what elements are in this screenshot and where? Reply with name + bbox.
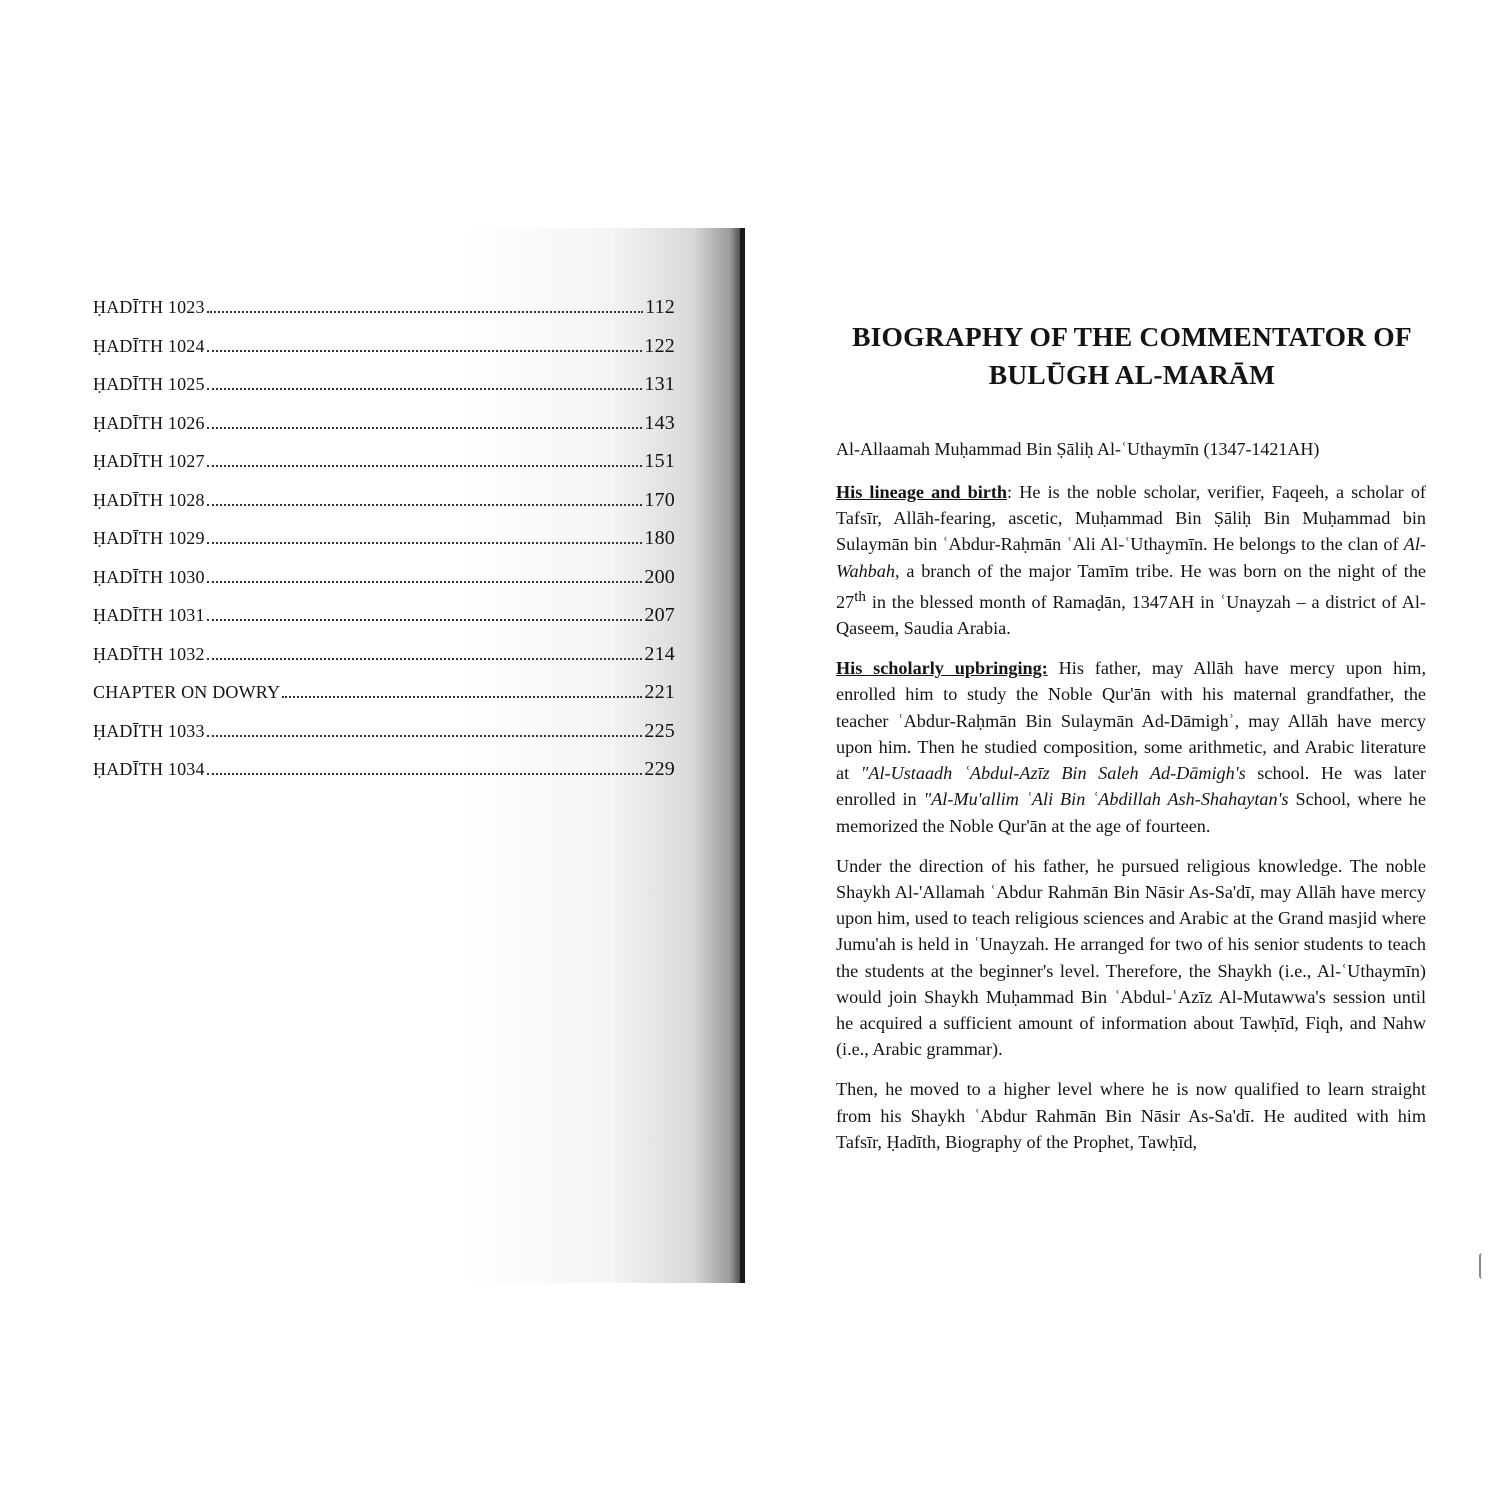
toc-page-number: 225 xyxy=(644,719,675,742)
toc-leader-dots xyxy=(207,581,643,583)
page-edge-mark xyxy=(1479,1253,1487,1279)
paragraph-italic-text: "Al-Ustaadh ʿAbdul-Azīz Bin Saleh Ad-Dāmigh's xyxy=(860,763,1246,784)
toc-entry-label: ḤADĪTH 1023 xyxy=(93,297,205,317)
toc-page-number: 112 xyxy=(645,296,675,318)
toc-entry xyxy=(93,604,675,643)
toc-page-number: 229 xyxy=(644,758,675,780)
toc-entry-label: ḤADĪTH 1027 xyxy=(93,451,205,471)
toc-entry xyxy=(93,412,675,451)
toc-entry xyxy=(93,373,675,412)
toc-entry-label: ḤADĪTH 1029 xyxy=(93,528,205,548)
toc-page-number: 200 xyxy=(644,565,675,588)
toc-entry xyxy=(93,489,675,528)
toc-entry xyxy=(93,758,675,797)
toc-leader-dots xyxy=(207,773,643,775)
toc-entry-label: ḤADĪTH 1026 xyxy=(93,412,205,433)
paragraph-upbringing xyxy=(836,655,1426,838)
toc-entry-label: ḤADĪTH 1034 xyxy=(93,759,205,779)
toc-entry xyxy=(93,527,675,566)
toc-page-number: 131 xyxy=(644,373,675,395)
paragraph-text: in the blessed month of Ramaḍān, 1347AH in ʿUnayzah – a district of Al-Qaseem, Saudia Arabia. xyxy=(836,591,1426,639)
paragraph-text: School, where he memorized the Noble Qur'ān at the age of fourteen. xyxy=(836,789,1426,836)
biography-title xyxy=(836,318,1428,394)
scholar-byline: Al-Allaamah Muḥammad Bin Ṣāliḥ Al-ʿUthaymīn (1347-1421AH) xyxy=(836,439,1320,459)
toc-entry-label: ḤADĪTH 1030 xyxy=(93,566,205,587)
toc-leader-dots xyxy=(207,350,643,352)
toc-page-number: 207 xyxy=(644,604,675,626)
paragraph-text: : He is the noble scholar, verifier, Faqeeh, a scholar of Tafsīr, Allāh-fearing, ascetic, Muḥammad Bin Ṣāliḥ Bin Muḥammad bin Sulaymān bin ʿAbdur-Raḥmān ʿAli Al-ʿUthaymīn. He belongs to the clan of xyxy=(836,482,1426,555)
toc-entry-label: ḤADĪTH 1028 xyxy=(93,489,205,510)
toc-leader-dots xyxy=(207,504,643,506)
toc-page-number: 180 xyxy=(644,527,675,549)
paragraph-text: , a branch of the major Tamīm tribe. He was born on the night of the 27 xyxy=(836,560,1426,612)
biography-title-line-1: BIOGRAPHY OF THE COMMENTATOR OF xyxy=(852,321,1412,352)
toc-leader-dots xyxy=(207,542,643,544)
section-heading-lineage: His lineage and birth xyxy=(836,482,1008,502)
toc-leader-dots xyxy=(207,465,643,467)
toc-leader-dots xyxy=(282,696,642,698)
toc-entry-label: ḤADĪTH 1031 xyxy=(93,605,205,625)
toc-entry-label: ḤADĪTH 1032 xyxy=(93,643,205,664)
toc-entry xyxy=(93,720,675,759)
toc-entry xyxy=(93,643,675,682)
toc-entry xyxy=(93,450,675,489)
paragraph-higher-level: Then, he moved to a higher level where he is now qualified to learn straight from his Shaykh ʿAbdur Rahmān Bin Nāsir As-Sa'dī. He audited with him Tafsīr, Ḥadīth, Biography of the Prophet, Tawḥīd, xyxy=(836,1079,1426,1152)
paragraph-lineage xyxy=(836,479,1426,641)
toc-page-number: 221 xyxy=(644,681,675,703)
biography-body xyxy=(836,479,1426,1169)
toc-entry-label: ḤADĪTH 1024 xyxy=(93,335,205,356)
paragraph-text: school. He was later enrolled in xyxy=(836,763,1426,810)
paragraph-italic-text: "Al-Mu'allim ʿAli Bin ʿAbdillah Ash-Shahaytan's xyxy=(923,789,1289,810)
toc-leader-dots xyxy=(207,388,643,390)
toc-entry xyxy=(93,296,675,335)
toc-entry xyxy=(93,335,675,374)
toc-entry xyxy=(93,681,675,720)
toc-entry-label: CHAPTER ON DOWRY xyxy=(93,682,281,702)
paragraph-text: His father, may Allāh have mercy upon him, enrolled him to study the Noble Qur'ān with his maternal grandfather, the teacher ʿAbdur-Raḥmān Bin Sulaymān Ad-Dāmighʾ, may Allāh have mercy upon him. Then he studied composition, some arithmetic, and Arabic literature at xyxy=(836,658,1426,784)
toc-page-number: 143 xyxy=(644,411,675,434)
paragraph-religious-knowledge: Under the direction of his father, he pursued religious knowledge. The noble Shaykh Al-'Allamah ʿAbdur Rahmān Bin Nāsir As-Sa'dī, may Allāh have mercy upon him, used to teach religious sciences and Arabic at the Grand masjid where Jumu'ah is held in ʿUnayzah. He arranged for two of his senior students to teach the students at the beginner's level. Therefore, the Shaykh (i.e., Al-ʿUthaymīn) would join Shaykh Muḥammad Bin ʿAbdul-ʿAzīz Al-Mutawwa's session until he acquired a sufficient amount of information about Tawḥīd, Fiqh, and Nahw (i.e., Arabic grammar). xyxy=(836,855,1426,1060)
toc-entry-label: ḤADĪTH 1033 xyxy=(93,720,205,741)
table-of-contents xyxy=(93,296,675,797)
toc-leader-dots xyxy=(207,619,643,621)
ordinal-suffix: th xyxy=(854,587,866,605)
book-spine xyxy=(740,228,745,1283)
toc-entry-label: ḤADĪTH 1025 xyxy=(93,374,205,394)
toc-leader-dots xyxy=(207,735,643,737)
toc-entry xyxy=(93,566,675,605)
toc-leader-dots xyxy=(207,311,643,313)
toc-page-number: 122 xyxy=(644,334,675,357)
toc-page-number: 151 xyxy=(644,450,675,472)
toc-leader-dots xyxy=(207,658,643,660)
toc-leader-dots xyxy=(207,427,643,429)
biography-title-line-2: BULŪGH AL-MARĀM xyxy=(988,359,1276,390)
toc-page-number: 170 xyxy=(644,488,675,511)
toc-page-number: 214 xyxy=(644,642,675,665)
section-heading-upbringing: His scholarly upbringing: xyxy=(836,658,1048,679)
paragraph-italic-text: Al-Wahbah xyxy=(836,534,1426,581)
